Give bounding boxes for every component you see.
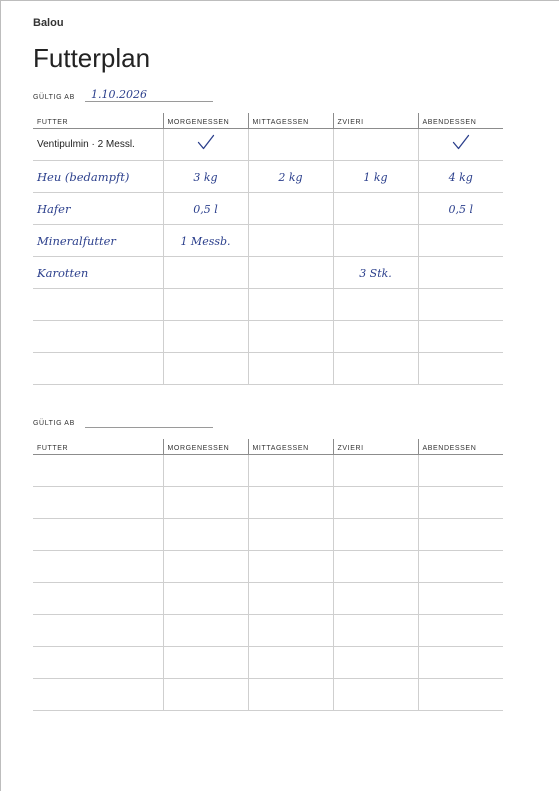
meal-cell-abendessen[interactable] [418,583,503,615]
food-cell[interactable] [33,257,163,289]
column-header-abendessen: ABENDESSEN [418,439,503,455]
meal-cell-abendessen[interactable] [418,551,503,583]
meal-amount: 0,5 l [193,202,218,216]
meal-cell-zvieri[interactable] [333,289,418,321]
table-row [33,519,503,551]
meal-cell-mittagessen[interactable] [248,289,333,321]
meal-amount: 0,5 l [448,202,473,216]
meal-cell-zvieri[interactable] [333,455,418,487]
meal-cell-morgenessen[interactable] [163,519,248,551]
food-name: Hafer [37,201,71,216]
food-name: Ventipulmin · 2 Messl. [37,139,135,150]
meal-cell-zvieri[interactable] [333,615,418,647]
meal-cell-mittagessen[interactable] [248,257,333,289]
meal-cell-zvieri[interactable] [333,487,418,519]
meal-amount: 1 Messb. [180,234,231,248]
valid-from-line [85,427,213,428]
meal-cell-zvieri[interactable] [333,257,418,289]
valid-from-label: GÜLTIG AB [33,94,75,101]
meal-cell-abendessen[interactable] [418,161,503,193]
meal-cell-zvieri[interactable] [333,519,418,551]
meal-cell-mittagessen[interactable] [248,353,333,385]
meal-cell-morgenessen[interactable] [163,193,248,225]
meal-cell-mittagessen[interactable] [248,455,333,487]
meal-cell-mittagessen[interactable] [248,321,333,353]
meal-cell-abendessen[interactable] [418,129,503,161]
food-cell[interactable] [33,487,163,519]
food-cell[interactable] [33,321,163,353]
food-cell[interactable] [33,129,163,161]
table-row [33,161,503,193]
meal-cell-mittagessen[interactable] [248,647,333,679]
column-header-morgenessen: MORGENESSEN [163,113,248,129]
meal-cell-mittagessen[interactable] [248,615,333,647]
table-row [33,487,503,519]
meal-cell-morgenessen[interactable] [163,615,248,647]
meal-cell-morgenessen[interactable] [163,583,248,615]
meal-cell-zvieri[interactable] [333,551,418,583]
meal-cell-morgenessen[interactable] [163,161,248,193]
meal-amount: 2 kg [278,170,303,184]
food-cell[interactable] [33,161,163,193]
meal-cell-mittagessen[interactable] [248,193,333,225]
column-header-abendessen: ABENDESSEN [418,113,503,129]
meal-amount: 3 Stk. [359,266,392,280]
valid-from-1 [33,88,213,102]
table-row [33,647,503,679]
table-row [33,289,503,321]
table-row [33,225,503,257]
meal-cell-abendessen[interactable] [418,225,503,257]
food-name: Heu (bedampft) [37,169,130,184]
meal-cell-morgenessen[interactable] [163,225,248,257]
meal-cell-mittagessen[interactable] [248,161,333,193]
meal-cell-abendessen[interactable] [418,321,503,353]
meal-cell-zvieri[interactable] [333,321,418,353]
meal-cell-mittagessen[interactable] [248,583,333,615]
meal-cell-zvieri[interactable] [333,647,418,679]
meal-cell-mittagessen[interactable] [248,225,333,257]
meal-cell-morgenessen[interactable] [163,679,248,711]
page-title: Futterplan [33,43,151,73]
table-row [33,321,503,353]
table-row [33,257,503,289]
meal-cell-morgenessen[interactable] [163,551,248,583]
meal-cell-mittagessen[interactable] [248,679,333,711]
table-header-row [33,439,503,455]
food-cell[interactable] [33,225,163,257]
food-cell[interactable] [33,679,163,711]
meal-cell-morgenessen[interactable] [163,321,248,353]
meal-cell-zvieri[interactable] [333,583,418,615]
meal-cell-morgenessen[interactable] [163,647,248,679]
column-header-morgenessen: MORGENESSEN [163,439,248,455]
food-cell[interactable] [33,583,163,615]
food-cell[interactable] [33,455,163,487]
column-header-zvieri: ZVIERI [333,113,418,129]
column-header-mittagessen: MITTAGESSEN [248,439,333,455]
column-header-futter: FUTTER [33,113,163,129]
table-row [33,353,503,385]
column-header-zvieri: ZVIERI [333,439,418,455]
meal-cell-morgenessen[interactable] [163,289,248,321]
table-row [33,193,503,225]
food-name: Karotten [37,265,89,280]
horse-name: Balou [33,17,64,29]
meal-cell-abendessen[interactable] [418,487,503,519]
table-row [33,455,503,487]
column-header-futter: FUTTER [33,439,163,455]
food-cell[interactable] [33,519,163,551]
food-cell[interactable] [33,289,163,321]
meal-amount: 1 kg [363,170,388,184]
table-row [33,615,503,647]
table-row [33,551,503,583]
meal-cell-abendessen[interactable] [418,615,503,647]
food-name: Mineralfutter [37,233,116,248]
meal-cell-zvieri[interactable] [333,679,418,711]
meal-cell-abendessen[interactable] [418,353,503,385]
food-cell[interactable] [33,615,163,647]
meal-cell-mittagessen[interactable] [248,551,333,583]
meal-cell-zvieri[interactable] [333,225,418,257]
meal-cell-abendessen[interactable] [418,257,503,289]
meal-cell-abendessen[interactable] [418,289,503,321]
feeding-table-1 [33,113,503,385]
meal-cell-mittagessen[interactable] [248,487,333,519]
meal-cell-morgenessen[interactable] [163,487,248,519]
table-row [33,129,503,161]
meal-cell-zvieri[interactable] [333,129,418,161]
meal-cell-zvieri[interactable] [333,193,418,225]
meal-cell-mittagessen[interactable] [248,519,333,551]
valid-from-label: GÜLTIG AB [33,420,75,427]
check-mark-icon [452,134,470,150]
table-row [33,583,503,615]
meal-cell-abendessen[interactable] [418,679,503,711]
valid-from-line [85,101,213,102]
food-cell[interactable] [33,551,163,583]
meal-cell-abendessen[interactable] [418,193,503,225]
meal-cell-morgenessen[interactable] [163,129,248,161]
meal-cell-morgenessen[interactable] [163,455,248,487]
meal-cell-mittagessen[interactable] [248,129,333,161]
meal-cell-abendessen[interactable] [418,519,503,551]
table-header-row [33,113,503,129]
meal-cell-zvieri[interactable] [333,353,418,385]
food-cell[interactable] [33,353,163,385]
meal-cell-abendessen[interactable] [418,647,503,679]
meal-cell-morgenessen[interactable] [163,257,248,289]
meal-cell-zvieri[interactable] [333,161,418,193]
valid-from-value[interactable]: 1.10.2026 [91,88,147,101]
food-cell[interactable] [33,647,163,679]
valid-from-2 [33,414,213,428]
meal-amount: 4 kg [448,170,473,184]
food-cell[interactable] [33,193,163,225]
feeding-table-2 [33,439,503,711]
meal-cell-abendessen[interactable] [418,455,503,487]
table-row [33,679,503,711]
meal-amount: 3 kg [193,170,218,184]
column-header-mittagessen: MITTAGESSEN [248,113,333,129]
check-mark-icon [197,134,215,150]
meal-cell-morgenessen[interactable] [163,353,248,385]
